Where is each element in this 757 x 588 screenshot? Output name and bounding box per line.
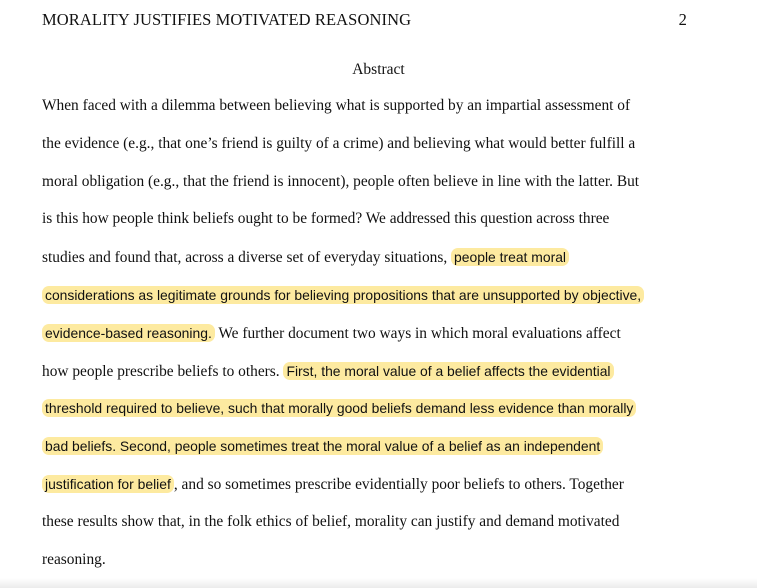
- abstract-text: When faced with a dilemma between believing what is supported by an impartial assessment of: [42, 97, 631, 114]
- abstract-text: the evidence (e.g., that one’s friend is guilty of a crime) and believing what would better fulfill a: [42, 134, 636, 152]
- abstract-line: [42, 549, 106, 571]
- abstract-text: is this how people think beliefs ought to be formed? We addressed this question across three: [42, 210, 610, 228]
- abstract-line: [42, 360, 614, 382]
- abstract-line: [42, 473, 624, 495]
- abstract-title: Abstract: [352, 61, 405, 78]
- abstract-line: [42, 511, 619, 533]
- page-number: 2: [678, 10, 687, 29]
- abstract-line: [42, 435, 603, 457]
- abstract-line: [42, 133, 635, 155]
- highlighted-text: First, the moral value of a belief affects the evidential: [283, 362, 613, 380]
- highlighted-text: threshold required to believe, such that morally good beliefs demand less evidence than morally: [42, 399, 636, 417]
- highlighted-text: considerations as legitimate grounds for believing propositions that are unsupported by objective,: [42, 286, 644, 304]
- abstract-text: studies and found that, across a diverse set of everyday situations,: [42, 249, 452, 267]
- abstract-text: reasoning.: [42, 550, 106, 568]
- highlighted-text: people treat moral: [451, 248, 569, 266]
- abstract-line: [42, 397, 636, 419]
- abstract-line: [42, 95, 630, 117]
- highlighted-text: justification for belief: [42, 475, 174, 493]
- abstract-line: [42, 208, 609, 230]
- abstract-line: [42, 322, 621, 344]
- abstract-text: We further document two ways in which moral evaluations affect: [214, 324, 621, 342]
- abstract-line: [42, 246, 569, 268]
- running-head: MORALITY JUSTIFIES MOTIVATED REASONING: [42, 10, 412, 29]
- highlighted-text: bad beliefs. Second, people sometimes treat the moral value of a belief as an independent: [42, 437, 603, 455]
- running-header: [42, 9, 687, 31]
- abstract-line: [42, 171, 639, 193]
- abstract-text: how people prescribe beliefs to others.: [42, 362, 284, 380]
- page-bottom-edge: [0, 578, 757, 588]
- abstract-text: , and so sometimes prescribe evidentially poor beliefs to others. Together: [173, 476, 624, 493]
- abstract-text: moral obligation (e.g., that the friend is innocent), people often believe in line with the latter. But: [42, 172, 640, 190]
- abstract-text: these results show that, in the folk ethics of belief, morality can justify and demand motivated: [42, 512, 620, 530]
- highlighted-text: evidence-based reasoning.: [42, 324, 215, 342]
- abstract-line: [42, 284, 644, 306]
